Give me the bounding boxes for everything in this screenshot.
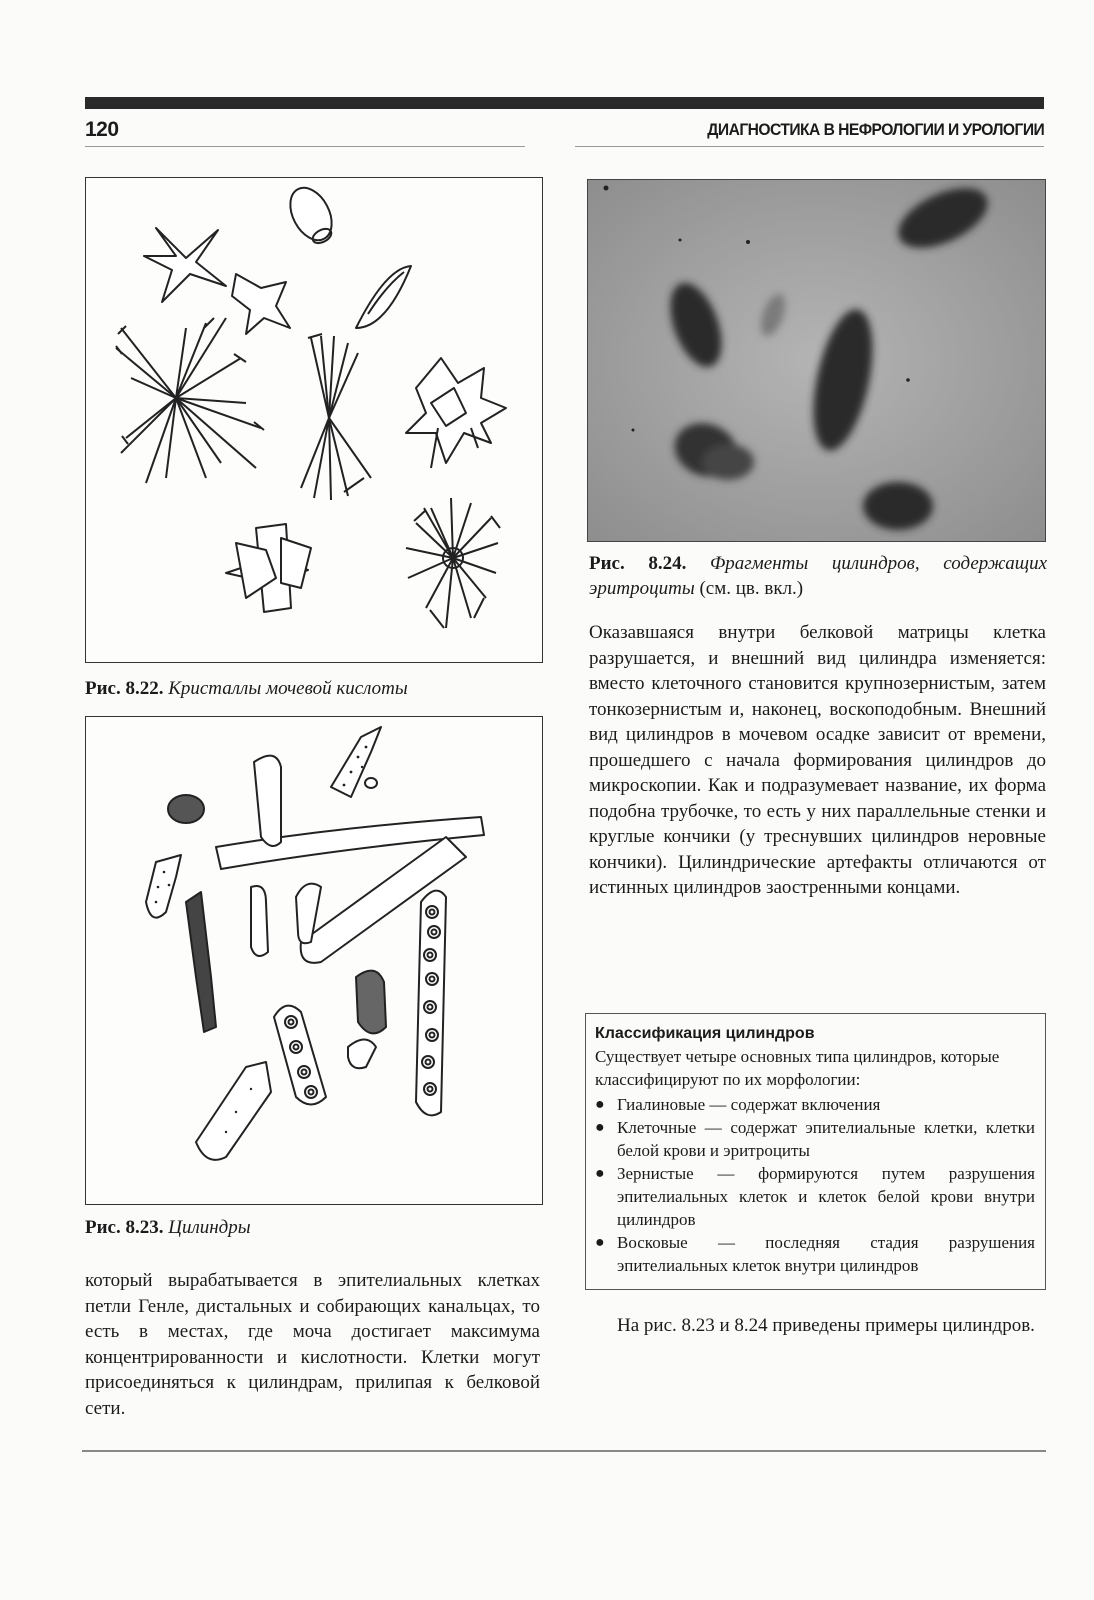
list-item: ● Зернистые — формируются путем разрушения эпителиальных клеток и клеток белой крови внутри цилиндров (595, 1162, 1035, 1231)
figure-title: Кристаллы мочевой кислоты (168, 678, 408, 699)
body-text-right-column-end: На рис. 8.23 и 8.24 приведены примеры цилиндров. (617, 1315, 1035, 1336)
body-text-right-column: Оказавшаяся внутри белковой матрицы клетка разрушается, и внешний вид цилиндра изменяется: вместо клеточного становится крупнозернистым, затем тонкозернистым и, наконец, воскоподобным. Внешний вид цилиндров в мочевом осадке зависит от времени, прошедшего с начала формирования цилиндров до микроскопии. Как и подразумевает название, их форма подобна трубочке, то есть у них параллельные стенки и круглые кончики (у треснувших цилиндров неровные кончики). Цилиндрические артефакты отличаются от истинных цилиндров заостренными концами. (589, 622, 1046, 898)
figure-8-22-caption (85, 676, 545, 701)
footer-rule (82, 1450, 1046, 1452)
list-item: ● Восковые — последняя стадия разрушения эпителиальных клеток внутри цилиндров (595, 1231, 1035, 1277)
classification-box-intro: Существует четыре основных типа цилиндров, которые классифицируют по их морфологии: (595, 1047, 1000, 1089)
header-rule-left (85, 146, 525, 147)
running-title: ДИАГНОСТИКА В НЕФРОЛОГИИ И УРОЛОГИИ (707, 120, 1044, 139)
classification-box (585, 1013, 1046, 1290)
figure-label: Рис. 8.24. (589, 553, 687, 574)
figure-title: Цилиндры (168, 1217, 251, 1238)
figure-8-23 (85, 716, 543, 1205)
figure-label: Рис. 8.22. (85, 678, 164, 699)
body-text-left-column: который вырабатывается в эпителиальных клетках петли Генле, дистальных и собирающих канальцах, то есть в местах, где моча достигает максимума концентрированности и кислотности. Клетки могут присоединяться к цилиндрам, прилипая к белковой сети. (85, 1270, 540, 1419)
uric-acid-crystals-illustration (86, 178, 541, 661)
figure-label: Рис. 8.23. (85, 1217, 164, 1238)
figure-title: Фрагменты цилиндров, содержащих эритроциты (589, 553, 1048, 599)
header-bar (85, 97, 1044, 109)
figure-8-23-caption (85, 1215, 545, 1240)
figure-8-24-caption (589, 551, 1047, 601)
figure-note: (см. цв. вкл.) (699, 578, 804, 599)
header-rule-right (575, 146, 1044, 147)
classification-list (595, 1093, 1035, 1277)
erythrocyte-cast-micrograph (588, 180, 1045, 541)
list-item: ● Клеточные — содержат эпителиальные клетки, клетки белой крови и эритроциты (595, 1116, 1035, 1162)
urinary-casts-illustration (86, 717, 541, 1203)
page-number: 120 (85, 118, 119, 141)
figure-8-22 (85, 177, 543, 663)
figure-8-24 (587, 179, 1046, 542)
classification-box-title: Классификация цилиндров (595, 1025, 815, 1042)
list-item: ● Гиалиновые — содержат включения (595, 1093, 1035, 1116)
